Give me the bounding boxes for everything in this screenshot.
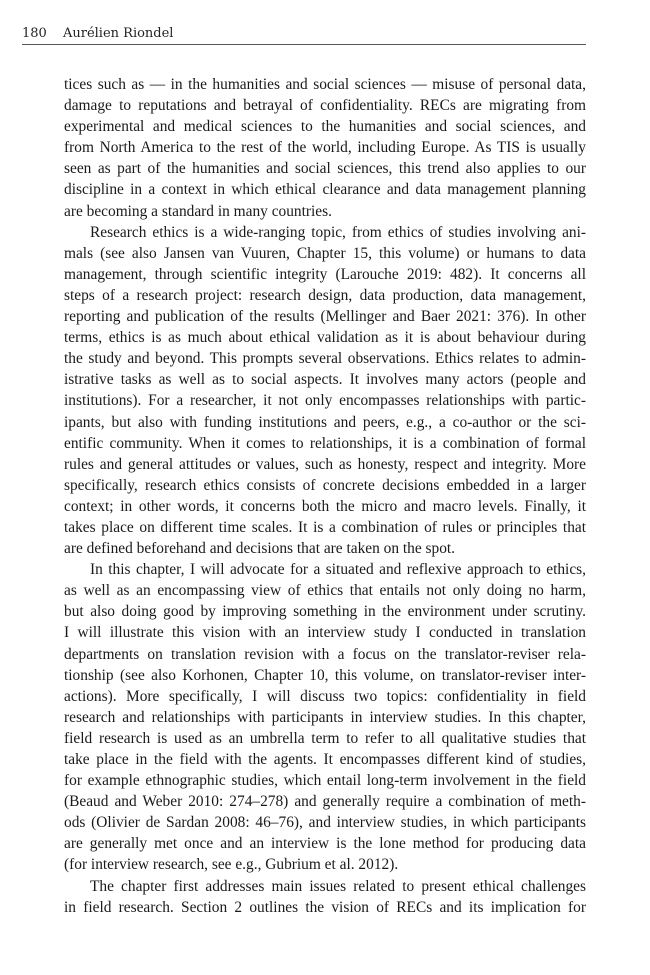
text-line: reporting and publication of the results (Mellinger and Baer 2021: 376). In other — [64, 308, 586, 326]
text-line: in field research. Section 2 outlines the vision of RECs and its implication for — [64, 898, 586, 916]
text-line: The chapter first addresses main issues related to present ethical challenges — [90, 877, 586, 895]
text-line: actions). More specifically, I will discuss two topics: confidentiality in field — [64, 687, 586, 705]
text-line: damage to reputations and betrayal of confidentiality. RECs are migrating from — [64, 97, 586, 115]
text-line: are defined beforehand and decisions that are taken on the spot. — [64, 540, 456, 558]
text-line: istrative tasks as well as to social aspects. It involves many actors (people and — [64, 371, 586, 389]
text-line: are becoming a standard in many countries. — [64, 202, 332, 220]
text-line: specifically, research ethics consists of concrete decisions embedded in a larger — [64, 476, 586, 494]
header-rule — [22, 44, 586, 45]
text-line: experimental and medical sciences to the humanities and social sciences, and — [64, 118, 586, 136]
text-line: research and relationships with participants in interview studies. In this chapter, — [64, 708, 586, 726]
text-line: rules and general attitudes or values, such as honesty, respect and integrity. More — [64, 455, 586, 473]
text-line: Research ethics is a wide-ranging topic, from ethics of studies involving ani- — [90, 223, 586, 241]
text-line: management, through scientific integrity (Larouche 2019: 482). It concerns all — [64, 265, 586, 283]
text-line: entific community. When it comes to relationships, it is a combination of formal — [64, 434, 586, 452]
running-head-author: Aurélien Riondel — [62, 26, 174, 41]
text-line: the study and beyond. This prompts several observations. Ethics relates to admin- — [64, 350, 586, 368]
text-line: institutions). For a researcher, it not only encompasses relationships with partic- — [64, 392, 586, 410]
text-line: discipline in a context in which ethical clearance and data management planning — [64, 181, 586, 199]
page-number: 180 — [22, 26, 47, 41]
text-line: departments on translation revision with a focus on the translator-reviser rela- — [64, 645, 586, 663]
text-line: In this chapter, I will advocate for a situated and reflexive approach to ethics, — [90, 561, 586, 579]
text-line: take place in the field with the agents. It encompasses different kind of studies, — [64, 751, 586, 768]
text-line: (for interview research, see e.g., Gubrium et al. 2012). — [64, 856, 399, 874]
text-line: ods (Olivier de Sardan 2008: 46–76), and interview studies, in which participants — [64, 814, 586, 832]
text-line: takes place on different time scales. It is a combination of rules or principles that — [64, 518, 586, 536]
text-line: context; in other words, it concerns both the micro and macro levels. Finally, it — [64, 497, 586, 515]
text-line: I will illustrate this vision with an interview study I conducted in translation — [64, 624, 586, 642]
text-line: tionship (see also Korhonen, Chapter 10, this volume, on translator-reviser inter- — [64, 666, 586, 684]
text-line: steps of a research project: research design, data production, data management, — [64, 286, 586, 304]
text-line: from North America to the rest of the world, including Europe. As TIS is usually — [64, 139, 586, 157]
running-head — [22, 26, 585, 44]
body-text — [64, 74, 586, 918]
text-line: tices such as — in the humanities and social sciences — misuse of personal data, — [64, 76, 586, 93]
text-line: are generally met once and an interview is the lone method for producing data — [64, 835, 586, 853]
text-line: as well as an encompassing view of ethics that entails not only doing no harm, — [64, 582, 586, 600]
text-line: terms, ethics is as much about ethical validation as it is about behaviour during — [64, 329, 586, 347]
text-line: field research is used as an umbrella term to refer to all qualitative studies that — [64, 729, 586, 747]
text-line: for example ethnographic studies, which entail long-term involvement in the field — [64, 772, 586, 790]
text-line: seen as part of the humanities and social sciences, this trend also applies to our — [64, 160, 586, 178]
text-line: but also doing good by improving something in the environment under scrutiny. — [64, 603, 586, 621]
text-line: (Beaud and Weber 2010: 274–278) and generally require a combination of meth- — [64, 793, 586, 811]
text-line: ipants, but also with funding institutions and peers, e.g., a co-author or the sci- — [64, 413, 586, 431]
text-line: mals (see also Jansen van Vuuren, Chapter 15, this volume) or humans to data — [64, 244, 586, 262]
